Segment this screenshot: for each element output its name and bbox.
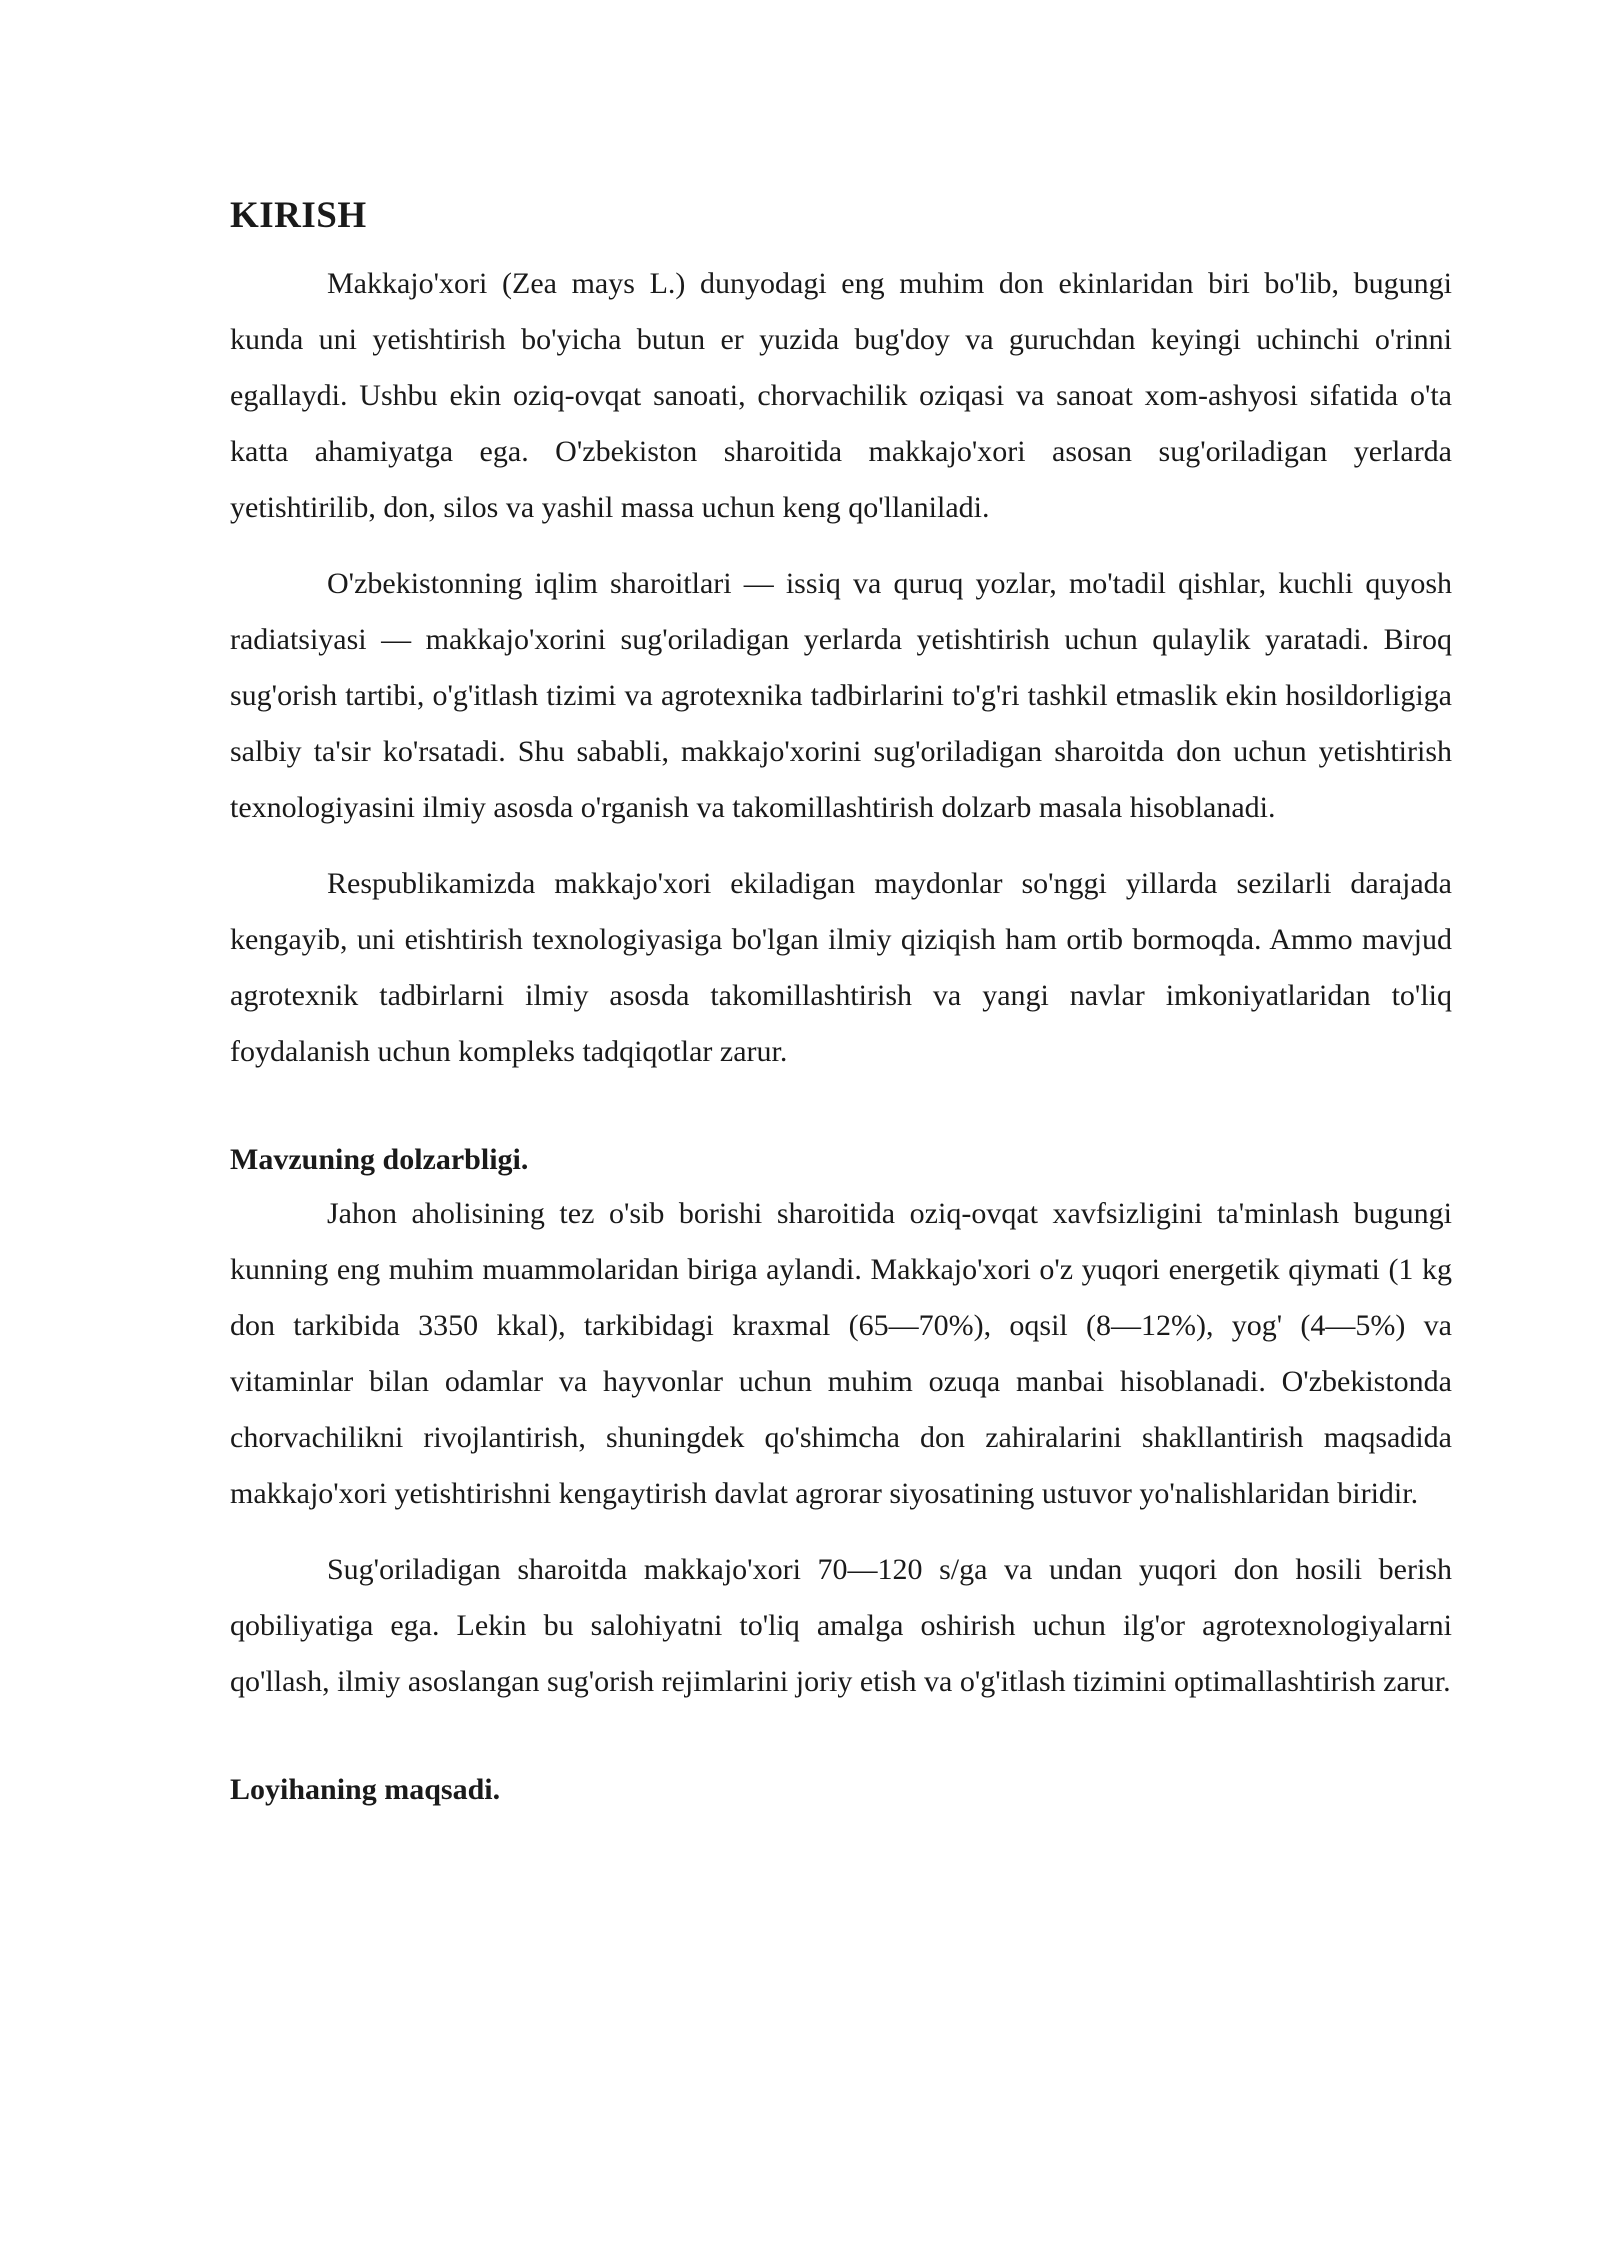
page-title: KIRISH [230, 195, 367, 236]
section-heading-goal: Loyihaning maqsadi. [230, 1773, 501, 1806]
section-spacer [230, 1100, 1452, 1134]
intro-paragraph-2: O'zbekistonning iqlim sharoitlari — issiq va quruq yozlar, mo'tadil qishlar, kuchli quyosh radiatsiyasi — makkajo'xorini sug'oriladigan yerlarda yetishtirish uchun qulaylik yaratadi. Biroq sug'orish tartibi, o'g'itlash tizimi va agrotexnika tadbirlarini to'g'ri tashkil etmaslik ekin hosildorligiga salbiy ta'sir ko'rsatadi. Shu sababli, makkajo'xorini sug'oriladigan sharoitda don uchun yetishtirish texnologiyasini ilmiy asosda o'rganish va takomillashtirish dolzarb masala hisoblanadi. [230, 567, 1452, 824]
section-heading-relevance: Mavzuning dolzarbligi. [230, 1143, 529, 1176]
intro-paragraph-3: Respublikamizda makkajo'xori ekiladigan maydonlar so'nggi yillarda sezilarli darajada kengayib, uni etishtirish texnologiyasiga bo'lgan ilmiy qiziqish ham ortib bormoqda. Ammo mavjud agrotexnik tadbirlarni ilmiy asosda takomillashtirish va yangi navlar imkoniyatlaridan to'liq foydalanish uchun kompleks tadqiqotlar zarur. [230, 867, 1452, 1068]
relevance-paragraph-1: Jahon aholisining tez o'sib borishi sharoitida oziq-ovqat xavfsizligini ta'minlash bugungi kunning eng muhim muammolaridan biriga aylandi. Makkajo'xori o'z yuqori energetik qiymati (1 kg don tarkibida 3350 kkal), tarkibidagi kraxmal (65—70%), oqsil (8—12%), yog' (4—5%) va vitaminlar bilan odamlar va hayvonlar uchun muhim ozuqa manbai hisoblanadi. O'zbekistonda chorvachilikni rivojlantirish, shuningdek qo'shimcha don zahiralarini shakllantirish maqsadida makkajo'xori yetishtirishni kengaytirish davlat agrorar siyosatining ustuvor yo'nalishlaridan biridir. [230, 1197, 1452, 1510]
relevance-paragraph-2: Sug'oriladigan sharoitda makkajo'xori 70—120 s/ga va undan yuqori don hosili berish qobiliyatiga ega. Lekin bu salohiyatni to'liq amalga oshirish uchun ilg'or agrotexnologiyalarni qo'llash, ilmiy asoslangan sug'orish rejimlarini joriy etish va o'g'itlash tizimini optimallashtirish zarur. [230, 1553, 1452, 1698]
intro-paragraph-1: Makkajo'xori (Zea mays L.) dunyodagi eng muhim don ekinlaridan biri bo'lib, bugungi kunda uni yetishtirish bo'yicha butun er yuzida bug'doy va guruchdan keyingi uchinchi o'rinni egallaydi. Ushbu ekin oziq-ovqat sanoati, chorvachilik oziqasi va sanoat xom-ashyosi sifatida o'ta katta ahamiyatga ega. O'zbekiston sharoitida makkajo'xori asosan sug'oriladigan yerlarda yetishtirilib, don, silos va yashil massa uchun keng qo'llaniladi. [230, 267, 1452, 524]
section-spacer [230, 1730, 1452, 1764]
document-page [230, 190, 1452, 1816]
